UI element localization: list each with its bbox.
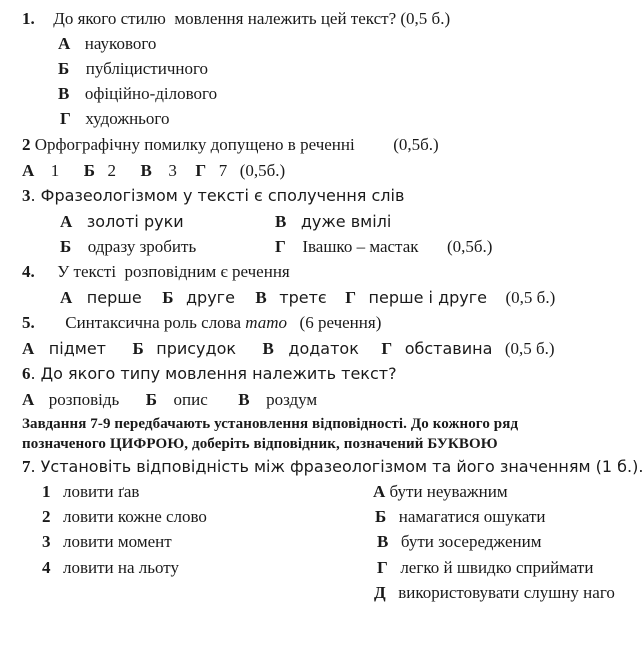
q6-header bbox=[22, 364, 397, 384]
answer-letter: Б bbox=[83, 161, 96, 180]
item-number: 2 bbox=[42, 507, 51, 526]
answer-text: 3 bbox=[168, 161, 177, 180]
item-text: бути зосередженим bbox=[400, 532, 542, 551]
q3-header bbox=[22, 186, 404, 206]
q4-question: У тексті розповідним є речення bbox=[57, 262, 290, 281]
option-letter: В bbox=[262, 339, 274, 358]
q6-options bbox=[22, 390, 317, 410]
option-text: наукового bbox=[84, 34, 157, 53]
option-letter: Г bbox=[60, 109, 71, 128]
option-text: підмет bbox=[48, 339, 106, 358]
option-letter: А bbox=[60, 212, 73, 231]
q5-number: 5. bbox=[22, 313, 35, 332]
option-text: обставина bbox=[404, 339, 493, 358]
q7-right-b bbox=[375, 507, 546, 527]
answer-text: 1 bbox=[50, 161, 60, 180]
q7-right-g bbox=[377, 558, 593, 578]
option-letter: А bbox=[58, 34, 71, 53]
q7-right-d bbox=[374, 583, 615, 603]
q5-header bbox=[22, 313, 381, 333]
option-letter: Г bbox=[345, 288, 357, 307]
q3-option-b bbox=[60, 237, 196, 257]
q1-option-a bbox=[58, 34, 156, 54]
item-letter: Б bbox=[375, 507, 387, 526]
option-letter: В bbox=[275, 212, 287, 231]
option-letter: В bbox=[238, 390, 250, 409]
item-number: 3 bbox=[42, 532, 51, 551]
q1-option-g bbox=[60, 109, 169, 129]
option-text: перше і друге bbox=[368, 288, 488, 307]
instructions-line1: Завдання 7-9 передбачають установлення відповідності. До кожного ряд bbox=[22, 416, 519, 432]
option-text: роздум bbox=[266, 390, 318, 409]
q4-points: (0,5 б.) bbox=[505, 288, 556, 307]
option-letter: А bbox=[22, 390, 35, 409]
q2-answers bbox=[22, 161, 285, 181]
q7-number: 7 bbox=[22, 457, 31, 476]
item-letter: В bbox=[377, 532, 389, 551]
option-text: офіційно-ділового bbox=[84, 84, 218, 103]
option-text: друге bbox=[185, 288, 235, 307]
item-text: легко й швидко сприймати bbox=[400, 558, 594, 577]
item-letter: А bbox=[373, 482, 386, 501]
q1-header bbox=[22, 9, 450, 29]
answer-letter: В bbox=[140, 161, 152, 180]
option-text: публіцистичного bbox=[85, 59, 209, 78]
option-text: Івашко – мастак bbox=[302, 237, 419, 256]
option-text: дуже вмілі bbox=[300, 212, 392, 231]
q3-number: 3 bbox=[22, 186, 31, 205]
q6-question: . До якого типу мовлення належить текст? bbox=[30, 364, 397, 383]
instructions-line2: позначеного ЦИФРОЮ, доберіть відповідник, позначений БУКВОЮ bbox=[22, 436, 498, 452]
option-letter: В bbox=[255, 288, 267, 307]
q7-left-1 bbox=[42, 482, 139, 502]
option-letter: А bbox=[60, 288, 73, 307]
q4-number: 4. bbox=[22, 262, 35, 281]
q2-question: Орфографічну помилку допущено в реченні bbox=[34, 135, 355, 154]
q2-number: 2 bbox=[22, 135, 31, 154]
option-text: третє bbox=[279, 288, 327, 307]
answer-letter: А bbox=[22, 161, 35, 180]
q3-option-v bbox=[275, 212, 391, 232]
option-text: розповідь bbox=[48, 390, 120, 409]
item-number: 4 bbox=[42, 558, 51, 577]
item-text: намагатися ошукати bbox=[398, 507, 546, 526]
q5-question: Синтаксична роль слова bbox=[65, 313, 242, 332]
option-letter: Г bbox=[275, 237, 286, 256]
option-letter: Б bbox=[132, 339, 144, 358]
answer-letter: Г bbox=[195, 161, 207, 180]
q4-header bbox=[22, 262, 290, 282]
q3-option-g bbox=[275, 237, 492, 257]
item-letter: Г bbox=[377, 558, 388, 577]
q5-question-post: (6 речення) bbox=[299, 313, 382, 332]
q1-points: (0,5 б.) bbox=[400, 9, 451, 28]
option-text: золоті руки bbox=[86, 212, 184, 231]
option-letter: В bbox=[58, 84, 70, 103]
item-letter: Д bbox=[374, 583, 386, 602]
option-letter: Г bbox=[381, 339, 393, 358]
q7-right-v bbox=[377, 532, 541, 552]
q2-header bbox=[22, 135, 439, 155]
q7-right-a bbox=[373, 482, 508, 502]
option-text: присудок bbox=[156, 339, 237, 358]
q6-number: 6 bbox=[22, 364, 31, 383]
q5-options bbox=[22, 339, 555, 359]
item-text: бути неуважним bbox=[389, 482, 508, 501]
option-text: додаток bbox=[288, 339, 359, 358]
q7-left-4 bbox=[42, 558, 179, 578]
option-text: опис bbox=[173, 390, 208, 409]
q5-points: (0,5 б.) bbox=[504, 339, 555, 358]
item-text: ловити на льоту bbox=[63, 558, 179, 577]
option-letter: Б bbox=[145, 390, 157, 409]
q1-number: 1. bbox=[22, 9, 35, 28]
option-text: художнього bbox=[85, 109, 170, 128]
option-letter: Б bbox=[58, 59, 70, 78]
item-text: ловити ґав bbox=[63, 482, 140, 501]
q7-header bbox=[22, 457, 643, 477]
item-text: ловити кожне слово bbox=[63, 507, 207, 526]
q7-question: . Установіть відповідність між фразеологізмом та його значенням (1 б.). bbox=[30, 457, 644, 476]
option-text: одразу зробить bbox=[87, 237, 197, 256]
q3-points: (0,5б.) bbox=[447, 237, 493, 256]
option-letter: А bbox=[22, 339, 35, 358]
q3-question: . Фразеологізмом у тексті є сполучення слів bbox=[30, 186, 405, 205]
q5-word: тато bbox=[245, 313, 288, 332]
item-text: ловити момент bbox=[63, 532, 172, 551]
item-text: використовувати слушну наго bbox=[398, 583, 615, 602]
answer-text: 2 bbox=[107, 161, 117, 180]
q3-option-a bbox=[60, 212, 184, 232]
option-letter: Б bbox=[162, 288, 174, 307]
q1-option-b bbox=[58, 59, 208, 79]
q4-options bbox=[60, 288, 555, 308]
answer-text: 7 bbox=[218, 161, 228, 180]
q1-question: До якого стилю мовлення належить цей текст? bbox=[53, 9, 397, 28]
option-text: перше bbox=[86, 288, 142, 307]
q7-left-3 bbox=[42, 532, 172, 552]
q1-option-v bbox=[58, 84, 217, 104]
q2-points: (0,5б.) bbox=[393, 135, 439, 154]
item-number: 1 bbox=[42, 482, 51, 501]
option-letter: Б bbox=[60, 237, 72, 256]
q2-answers-points: (0,5б.) bbox=[239, 161, 286, 180]
q7-left-2 bbox=[42, 507, 207, 527]
